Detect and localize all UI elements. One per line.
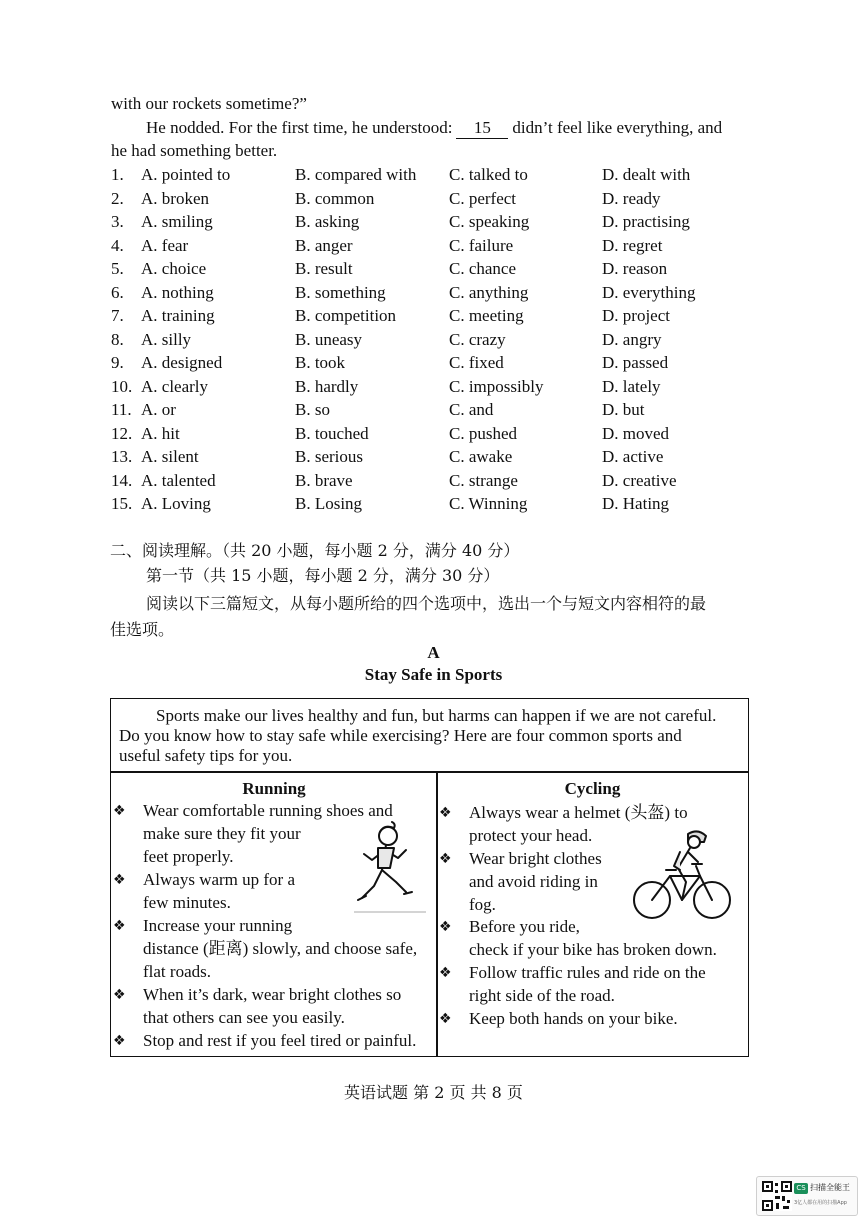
bullet-icon: ❖ xyxy=(439,1011,452,1027)
option-c: C. talked to xyxy=(449,165,528,184)
option-b: B. compared with xyxy=(295,165,417,184)
option-b: B. touched xyxy=(295,423,369,443)
passage-line: with our rockets sometime?” xyxy=(111,94,307,113)
option-c: C. crazy xyxy=(449,329,506,349)
tip-line: Increase your running xyxy=(143,916,293,935)
option-b: B. hardly xyxy=(295,376,359,396)
question-number: 5. xyxy=(111,259,124,278)
question-number: 1. xyxy=(111,165,124,184)
option-d: D. regret xyxy=(602,235,663,255)
option-c: C. speaking xyxy=(449,212,530,231)
instruction: 阅读以下三篇短文，从每小题所给的四个选项中，选出一个与短文内容相符的最 xyxy=(146,594,707,613)
intro-line: Do you know how to stay safe while exercising? Here are four common sports and xyxy=(119,726,682,745)
tip-line: feet properly. xyxy=(143,847,234,866)
question-number: 6. xyxy=(111,282,124,302)
option-a: A. pointed to xyxy=(141,165,231,184)
tip-line: Wear comfortable running shoes and xyxy=(143,801,393,820)
section-heading: 二、阅读理解。（共 20 小题，每小题 2 分，满分 40 分） xyxy=(110,541,520,560)
option-c: C. perfect xyxy=(449,188,517,208)
bullet-icon: ❖ xyxy=(113,872,126,888)
tip-line: distance (距离) slowly, and choose safe, xyxy=(143,939,418,958)
tip-line: Follow traffic rules and ride on the xyxy=(469,963,706,982)
option-a: A. Loving xyxy=(141,494,211,513)
option-b: B. brave xyxy=(295,470,353,490)
option-b: B. Losing xyxy=(295,494,363,513)
tip-line: Stop and rest if you feel tired or painful. xyxy=(143,1031,417,1050)
option-c: C. anything xyxy=(449,282,529,302)
question-number: 7. xyxy=(111,306,124,325)
option-b: B. so xyxy=(295,400,330,419)
option-a: A. designed xyxy=(141,353,223,372)
option-d: D. dealt with xyxy=(602,165,691,184)
option-a: A. nothing xyxy=(141,282,214,302)
tip-line: Before you ride, xyxy=(469,917,580,936)
intro-line: Sports make our lives healthy and fun, but harms can happen if we are not careful. xyxy=(156,706,717,725)
tip-line: that others can see you easily. xyxy=(143,1008,345,1027)
option-c: C. fixed xyxy=(449,353,504,372)
tip-line: flat roads. xyxy=(143,962,211,981)
tip-line: make sure they fit your xyxy=(143,824,301,843)
question-number: 15. xyxy=(111,494,133,513)
option-a: A. smiling xyxy=(141,212,213,231)
passage-line: He nodded. For the first time, he understood: 15 didn’t feel like everything, and xyxy=(146,118,723,137)
page-footer: 英语试题 第 2 页 共 8 页 xyxy=(344,1083,523,1102)
cyclist-illustration xyxy=(630,826,734,926)
option-d: D. everything xyxy=(602,282,696,302)
option-c: C. meeting xyxy=(449,306,524,325)
option-b: B. serious xyxy=(295,447,363,466)
option-d: D. Hating xyxy=(602,494,670,513)
bullet-icon: ❖ xyxy=(113,987,126,1003)
option-a: A. choice xyxy=(141,259,207,278)
scanner-watermark xyxy=(756,1176,858,1216)
option-d: D. angry xyxy=(602,329,662,349)
intro-line: useful safety tips for you. xyxy=(119,746,293,765)
question-number: 13. xyxy=(111,447,133,466)
option-a: A. fear xyxy=(141,235,189,255)
option-d: D. active xyxy=(602,447,664,466)
option-b: B. anger xyxy=(295,235,353,255)
question-number: 8. xyxy=(111,329,124,349)
option-a: A. broken xyxy=(141,188,209,208)
runner-illustration xyxy=(350,820,430,920)
option-a: A. silent xyxy=(141,447,199,466)
question-number: 14. xyxy=(111,470,133,490)
option-d: D. moved xyxy=(602,423,670,443)
part-heading: 第一节（共 15 小题，每小题 2 分，满分 30 分） xyxy=(146,566,500,585)
option-c: C. strange xyxy=(449,470,518,490)
instruction: 佳选项。 xyxy=(110,620,175,639)
option-b: B. took xyxy=(295,353,346,372)
option-b: B. uneasy xyxy=(295,329,363,349)
option-b: B. something xyxy=(295,282,386,302)
option-a: A. talented xyxy=(141,470,216,490)
question-number: 11. xyxy=(111,400,132,419)
option-d: D. creative xyxy=(602,470,677,490)
option-c: C. Winning xyxy=(449,494,528,513)
running-title: Running xyxy=(242,779,306,798)
option-a: A. or xyxy=(141,400,176,419)
option-a: A. clearly xyxy=(141,376,209,396)
tip-line: Always wear a helmet (头盔) to xyxy=(469,803,688,822)
tip-line: and avoid riding in xyxy=(469,872,598,891)
option-c: C. pushed xyxy=(449,423,517,443)
qr-code-icon xyxy=(762,1181,792,1211)
tip-line: Wear bright clothes xyxy=(469,849,602,868)
option-d: D. lately xyxy=(602,376,661,396)
option-b: B. competition xyxy=(295,306,397,325)
bullet-icon: ❖ xyxy=(439,805,452,821)
question-number: 4. xyxy=(111,235,124,255)
option-c: C. impossibly xyxy=(449,376,544,396)
question-number: 12. xyxy=(111,423,133,443)
option-c: C. and xyxy=(449,400,494,419)
tip-line: fog. xyxy=(469,895,496,914)
question-number: 3. xyxy=(111,212,124,231)
bullet-icon: ❖ xyxy=(113,1033,126,1049)
blank-15: 15 xyxy=(456,118,508,139)
bullet-icon: ❖ xyxy=(439,919,452,935)
bullet-icon: ❖ xyxy=(113,803,126,819)
option-d: D. but xyxy=(602,400,645,419)
passage-line: he had something better. xyxy=(111,141,278,160)
article-title: Stay Safe in Sports xyxy=(364,665,503,684)
cs-logo-icon: CS xyxy=(794,1183,808,1194)
option-b: B. asking xyxy=(295,212,360,231)
option-d: D. practising xyxy=(602,212,690,231)
option-d: D. reason xyxy=(602,259,668,278)
bullet-icon: ❖ xyxy=(113,918,126,934)
option-c: C. chance xyxy=(449,259,517,278)
bullet-icon: ❖ xyxy=(439,965,452,981)
option-d: D. passed xyxy=(602,353,669,372)
question-number: 2. xyxy=(111,188,124,208)
tip-line: protect your head. xyxy=(469,826,593,845)
option-d: D. ready xyxy=(602,188,661,208)
tip-line: right side of the road. xyxy=(469,986,615,1005)
question-number: 10. xyxy=(111,376,133,396)
scanner-label: 扫描全能王 xyxy=(810,1183,850,1192)
tip-line: Always warm up for a xyxy=(143,870,296,889)
question-number: 9. xyxy=(111,353,124,372)
tip-line: few minutes. xyxy=(143,893,231,912)
option-a: A. hit xyxy=(141,423,180,443)
bullet-icon: ❖ xyxy=(439,851,452,867)
cycling-title: Cycling xyxy=(564,779,621,798)
option-a: A. silly xyxy=(141,329,192,349)
tip-line: check if your bike has broken down. xyxy=(469,940,717,959)
option-d: D. project xyxy=(602,306,670,325)
article-letter: A xyxy=(427,643,440,662)
tip-line: Keep both hands on your bike. xyxy=(469,1009,678,1028)
option-c: C. failure xyxy=(449,235,514,255)
option-a: A. training xyxy=(141,306,215,325)
tip-line: When it’s dark, wear bright clothes so xyxy=(143,985,402,1004)
scanner-subtitle: 3亿人都在用的扫描App xyxy=(794,1200,847,1206)
option-b: B. common xyxy=(295,188,375,208)
option-c: C. awake xyxy=(449,447,513,466)
option-b: B. result xyxy=(295,259,353,278)
